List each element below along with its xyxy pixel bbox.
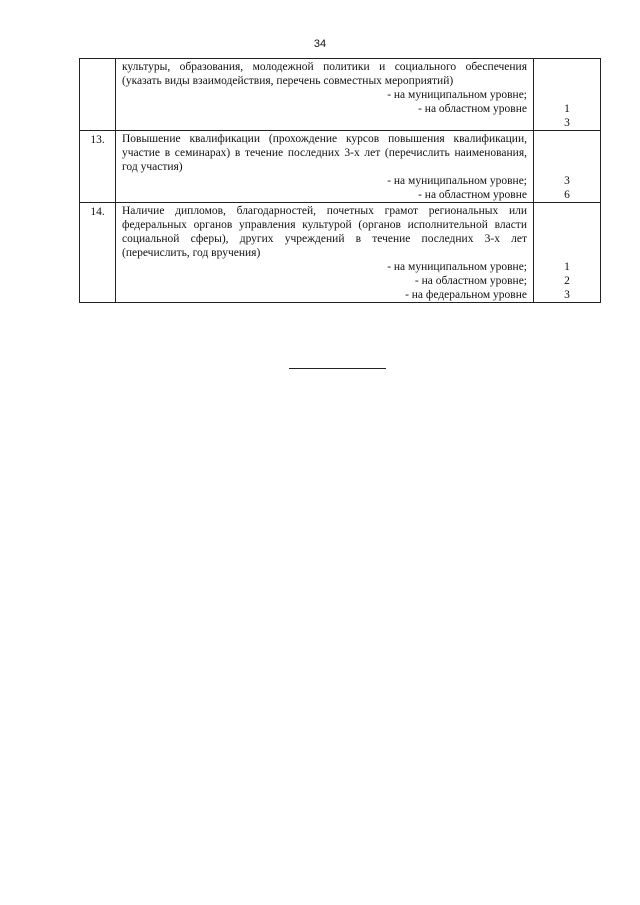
page-number: 34: [313, 38, 327, 50]
row-number: 13.: [80, 131, 116, 203]
criterion-description: [116, 203, 534, 303]
score-cell: [534, 131, 601, 203]
criterion-text: Повышение квалификации (прохождение курсов повышения квалификации, участие в семинарах) в течение последних 3-х лет (перечислить наименования, год участия): [122, 133, 527, 173]
score-value: 1: [564, 261, 570, 273]
score-value: 3: [564, 289, 570, 301]
row-number: 14.: [80, 203, 116, 303]
score-cell: [534, 203, 601, 303]
end-rule: [289, 368, 386, 369]
criterion-description: [116, 59, 534, 131]
criterion-text: культуры, образования, молодежной политики и социального обеспечения (указать виды взаимодействия, перечень совместных мероприятий): [122, 61, 527, 87]
table-row: [80, 203, 601, 303]
score-value: 2: [564, 275, 570, 287]
score-cell: [534, 59, 601, 131]
level-item: - на муниципальном уровне;: [387, 175, 527, 187]
table-row: [80, 131, 601, 203]
score-value: 6: [564, 189, 570, 201]
level-item: - на областном уровне;: [414, 275, 527, 287]
score-value: 3: [564, 117, 570, 129]
level-item: - на областном уровне: [418, 189, 527, 201]
table-row: [80, 59, 601, 131]
level-item: - на федеральном уровне: [405, 289, 527, 301]
level-item: - на муниципальном уровне;: [387, 261, 527, 273]
row-number: [80, 59, 116, 131]
criteria-table: [79, 58, 601, 303]
score-value: 3: [564, 175, 570, 187]
criterion-text: Наличие дипломов, благодарностей, почетных грамот региональных или федеральных органов управления культурой (органов исполнительной власти социальной сферы), других учреждений в течение последних 3-х лет (перечислить, год вручения): [122, 205, 527, 259]
level-item: - на муниципальном уровне;: [387, 89, 527, 101]
criterion-description: [116, 131, 534, 203]
level-item: - на областном уровне: [418, 103, 527, 115]
score-value: 1: [564, 103, 570, 115]
